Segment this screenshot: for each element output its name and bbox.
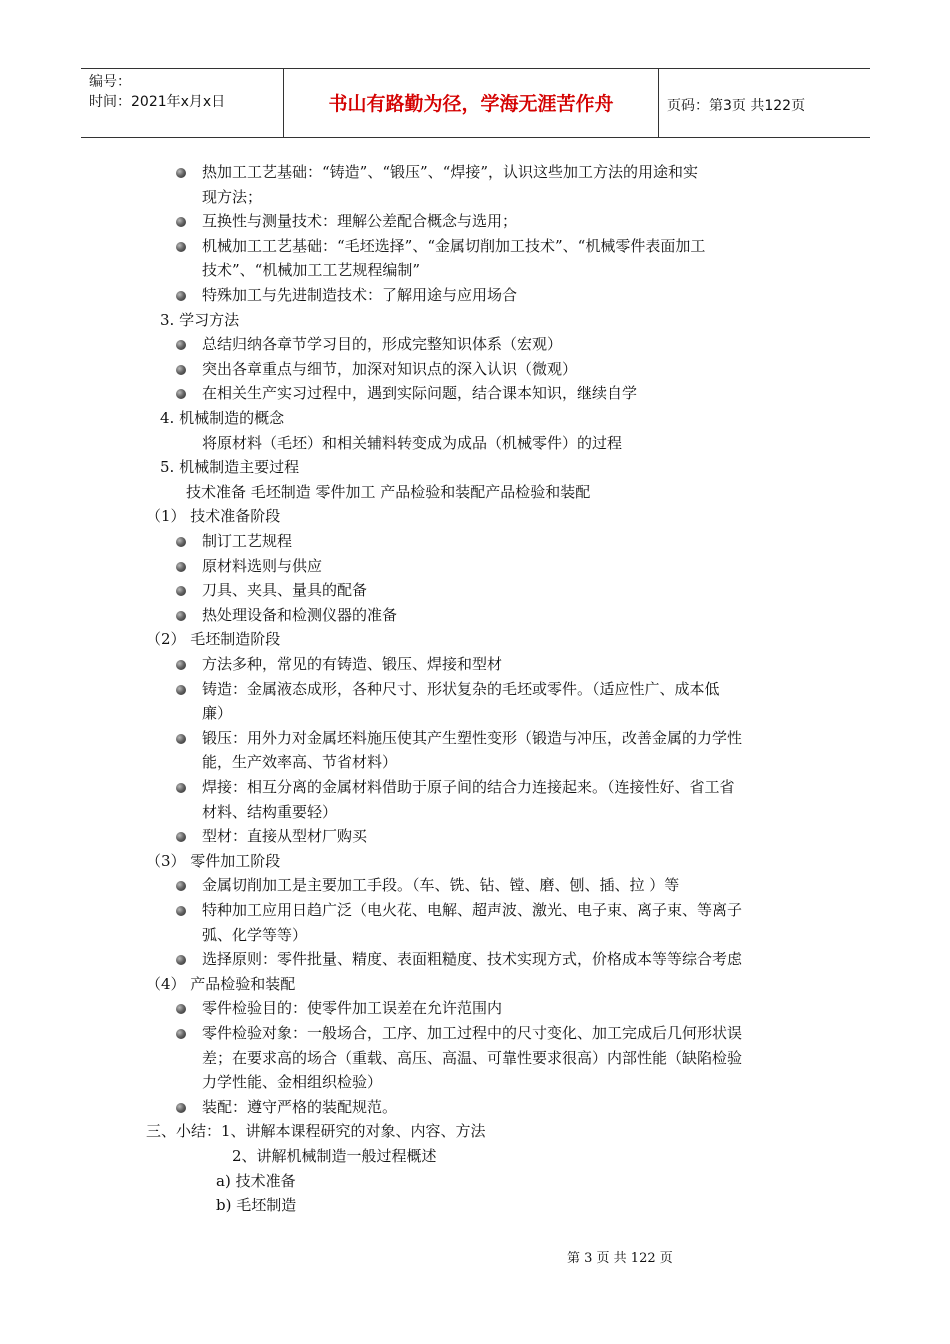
summary-item: b) 毛坯制造 bbox=[216, 1196, 297, 1214]
list-item: 廉） bbox=[202, 704, 233, 722]
list-item: 方法多种，常见的有铸造、锻压、焊接和型材 bbox=[202, 655, 503, 673]
list-item: 原材料选则与供应 bbox=[202, 557, 323, 575]
list-item: 特殊加工与先进制造技术：了解用途与应用场合 bbox=[202, 286, 518, 304]
bullet-icon bbox=[176, 906, 186, 916]
subsection-heading: （2） 毛坯制造阶段 bbox=[146, 630, 281, 648]
list-item: 铸造：金属液态成形，各种尺寸、形状复杂的毛坯或零件。（适应性广、成本低 bbox=[202, 680, 720, 698]
bullet-icon bbox=[176, 660, 186, 670]
bullet-icon bbox=[176, 881, 186, 891]
list-item: 机械加工工艺基础：“毛坯选择”、“金属切削加工技术”、“机械零件表面加工 bbox=[202, 237, 706, 255]
list-item: 热处理设备和检测仪器的准备 bbox=[202, 606, 398, 624]
list-item: 刀具、夹具、量具的配备 bbox=[202, 581, 368, 599]
list-item: 锻压：用外力对金属坯料施压使其产生塑性变形（锻造与冲压，改善金属的力学性 bbox=[202, 729, 743, 747]
bullet-icon bbox=[176, 562, 186, 572]
bullet-icon bbox=[176, 1103, 186, 1113]
header-info-cell bbox=[81, 69, 284, 137]
subsection-heading: （3） 零件加工阶段 bbox=[146, 852, 281, 870]
list-item: 突出各章重点与细节，加深对知识点的深入认识（微观） bbox=[202, 360, 578, 378]
list-item: 装配：遵守严格的装配规范。 bbox=[202, 1098, 398, 1116]
section-heading: 4. 机械制造的概念 bbox=[160, 409, 285, 427]
bullet-icon bbox=[176, 365, 186, 375]
list-item: 力学性能、金相组织检验） bbox=[202, 1073, 383, 1091]
bullet-icon bbox=[176, 586, 186, 596]
summary-line: 2、讲解机械制造一般过程概述 bbox=[232, 1147, 437, 1165]
bullet-icon bbox=[176, 1004, 186, 1014]
page-header bbox=[81, 68, 870, 138]
doc-number-label: 编号： bbox=[89, 74, 131, 90]
header-page-cell bbox=[659, 69, 870, 137]
bullet-icon bbox=[176, 242, 186, 252]
bullet-icon bbox=[176, 783, 186, 793]
motto-text: 书山有路勤为径，学海无涯苦作舟 bbox=[328, 93, 614, 115]
bullet-icon bbox=[176, 1029, 186, 1039]
bullet-icon bbox=[176, 168, 186, 178]
bullet-icon bbox=[176, 340, 186, 350]
bullet-icon bbox=[176, 685, 186, 695]
list-item: 在相关生产实习过程中，遇到实际问题，结合课本知识，继续自学 bbox=[202, 384, 638, 402]
bullet-icon bbox=[176, 389, 186, 399]
list-item: 零件检验目的：使零件加工误差在允许范围内 bbox=[202, 999, 503, 1017]
list-item: 选择原则：零件批量、精度、表面粗糙度、技术实现方式，价格成本等等综合考虑 bbox=[202, 950, 743, 968]
list-item: 互换性与测量技术：理解公差配合概念与选用； bbox=[202, 212, 518, 230]
list-item: 制订工艺规程 bbox=[202, 532, 293, 550]
bullet-icon bbox=[176, 217, 186, 227]
page-footer: 第 3 页 共 122 页 bbox=[567, 1251, 673, 1266]
subsection-heading: （1） 技术准备阶段 bbox=[146, 507, 281, 525]
list-item: 技术”、“机械加工工艺规程编制” bbox=[202, 261, 421, 279]
process-line: 技术准备 毛坯制造 零件加工 产品检验和装配产品检验和装配 bbox=[186, 483, 591, 501]
bullet-icon bbox=[176, 734, 186, 744]
list-item: 差；在要求高的场合（重载、高压、高温、可靠性要求很高）内部性能（缺陷检验 bbox=[202, 1049, 743, 1067]
summary-line: 三、小结：1、讲解本课程研究的对象、内容、方法 bbox=[146, 1122, 486, 1140]
summary-item: a) 技术准备 bbox=[216, 1172, 296, 1190]
bullet-icon bbox=[176, 832, 186, 842]
list-item: 现方法； bbox=[202, 188, 263, 206]
list-item: 能，生产效率高、节省材料） bbox=[202, 753, 398, 771]
doc-time-label: 时间：2021年x月x日 bbox=[89, 94, 226, 110]
list-item: 弧、化学等等） bbox=[202, 926, 308, 944]
page-code: 页码：第3页 共122页 bbox=[667, 98, 806, 114]
section-heading: 5. 机械制造主要过程 bbox=[160, 458, 300, 476]
list-item: 型材：直接从型材厂购买 bbox=[202, 827, 368, 845]
bullet-icon bbox=[176, 955, 186, 965]
list-item: 热加工工艺基础：“铸造”、“锻压”、“焊接”，认识这些加工方法的用途和实 bbox=[202, 163, 699, 181]
bullet-icon bbox=[176, 291, 186, 301]
list-item: 特种加工应用日趋广泛（电火花、电解、超声波、激光、电子束、离子束、等离子 bbox=[202, 901, 743, 919]
bullet-icon bbox=[176, 611, 186, 621]
section-heading: 3. 学习方法 bbox=[160, 311, 240, 329]
list-item: 零件检验对象：一般场合，工序、加工过程中的尺寸变化、加工完成后几何形状误 bbox=[202, 1024, 743, 1042]
list-item: 总结归纳各章节学习目的，形成完整知识体系（宏观） bbox=[202, 335, 563, 353]
header-motto-cell bbox=[284, 69, 659, 137]
bullet-icon bbox=[176, 537, 186, 547]
list-item: 金属切削加工是主要加工手段。（车、铣、钻、镗、磨、刨、插、拉 ）等 bbox=[202, 876, 680, 894]
list-item: 材料、结构重要轻） bbox=[202, 803, 338, 821]
concept-text: 将原材料（毛坯）和相关辅料转变成为成品（机械零件）的过程 bbox=[202, 434, 623, 452]
list-item: 焊接：相互分离的金属材料借助于原子间的结合力连接起来。（连接性好、省工省 bbox=[202, 778, 735, 796]
subsection-heading: （4） 产品检验和装配 bbox=[146, 975, 296, 993]
